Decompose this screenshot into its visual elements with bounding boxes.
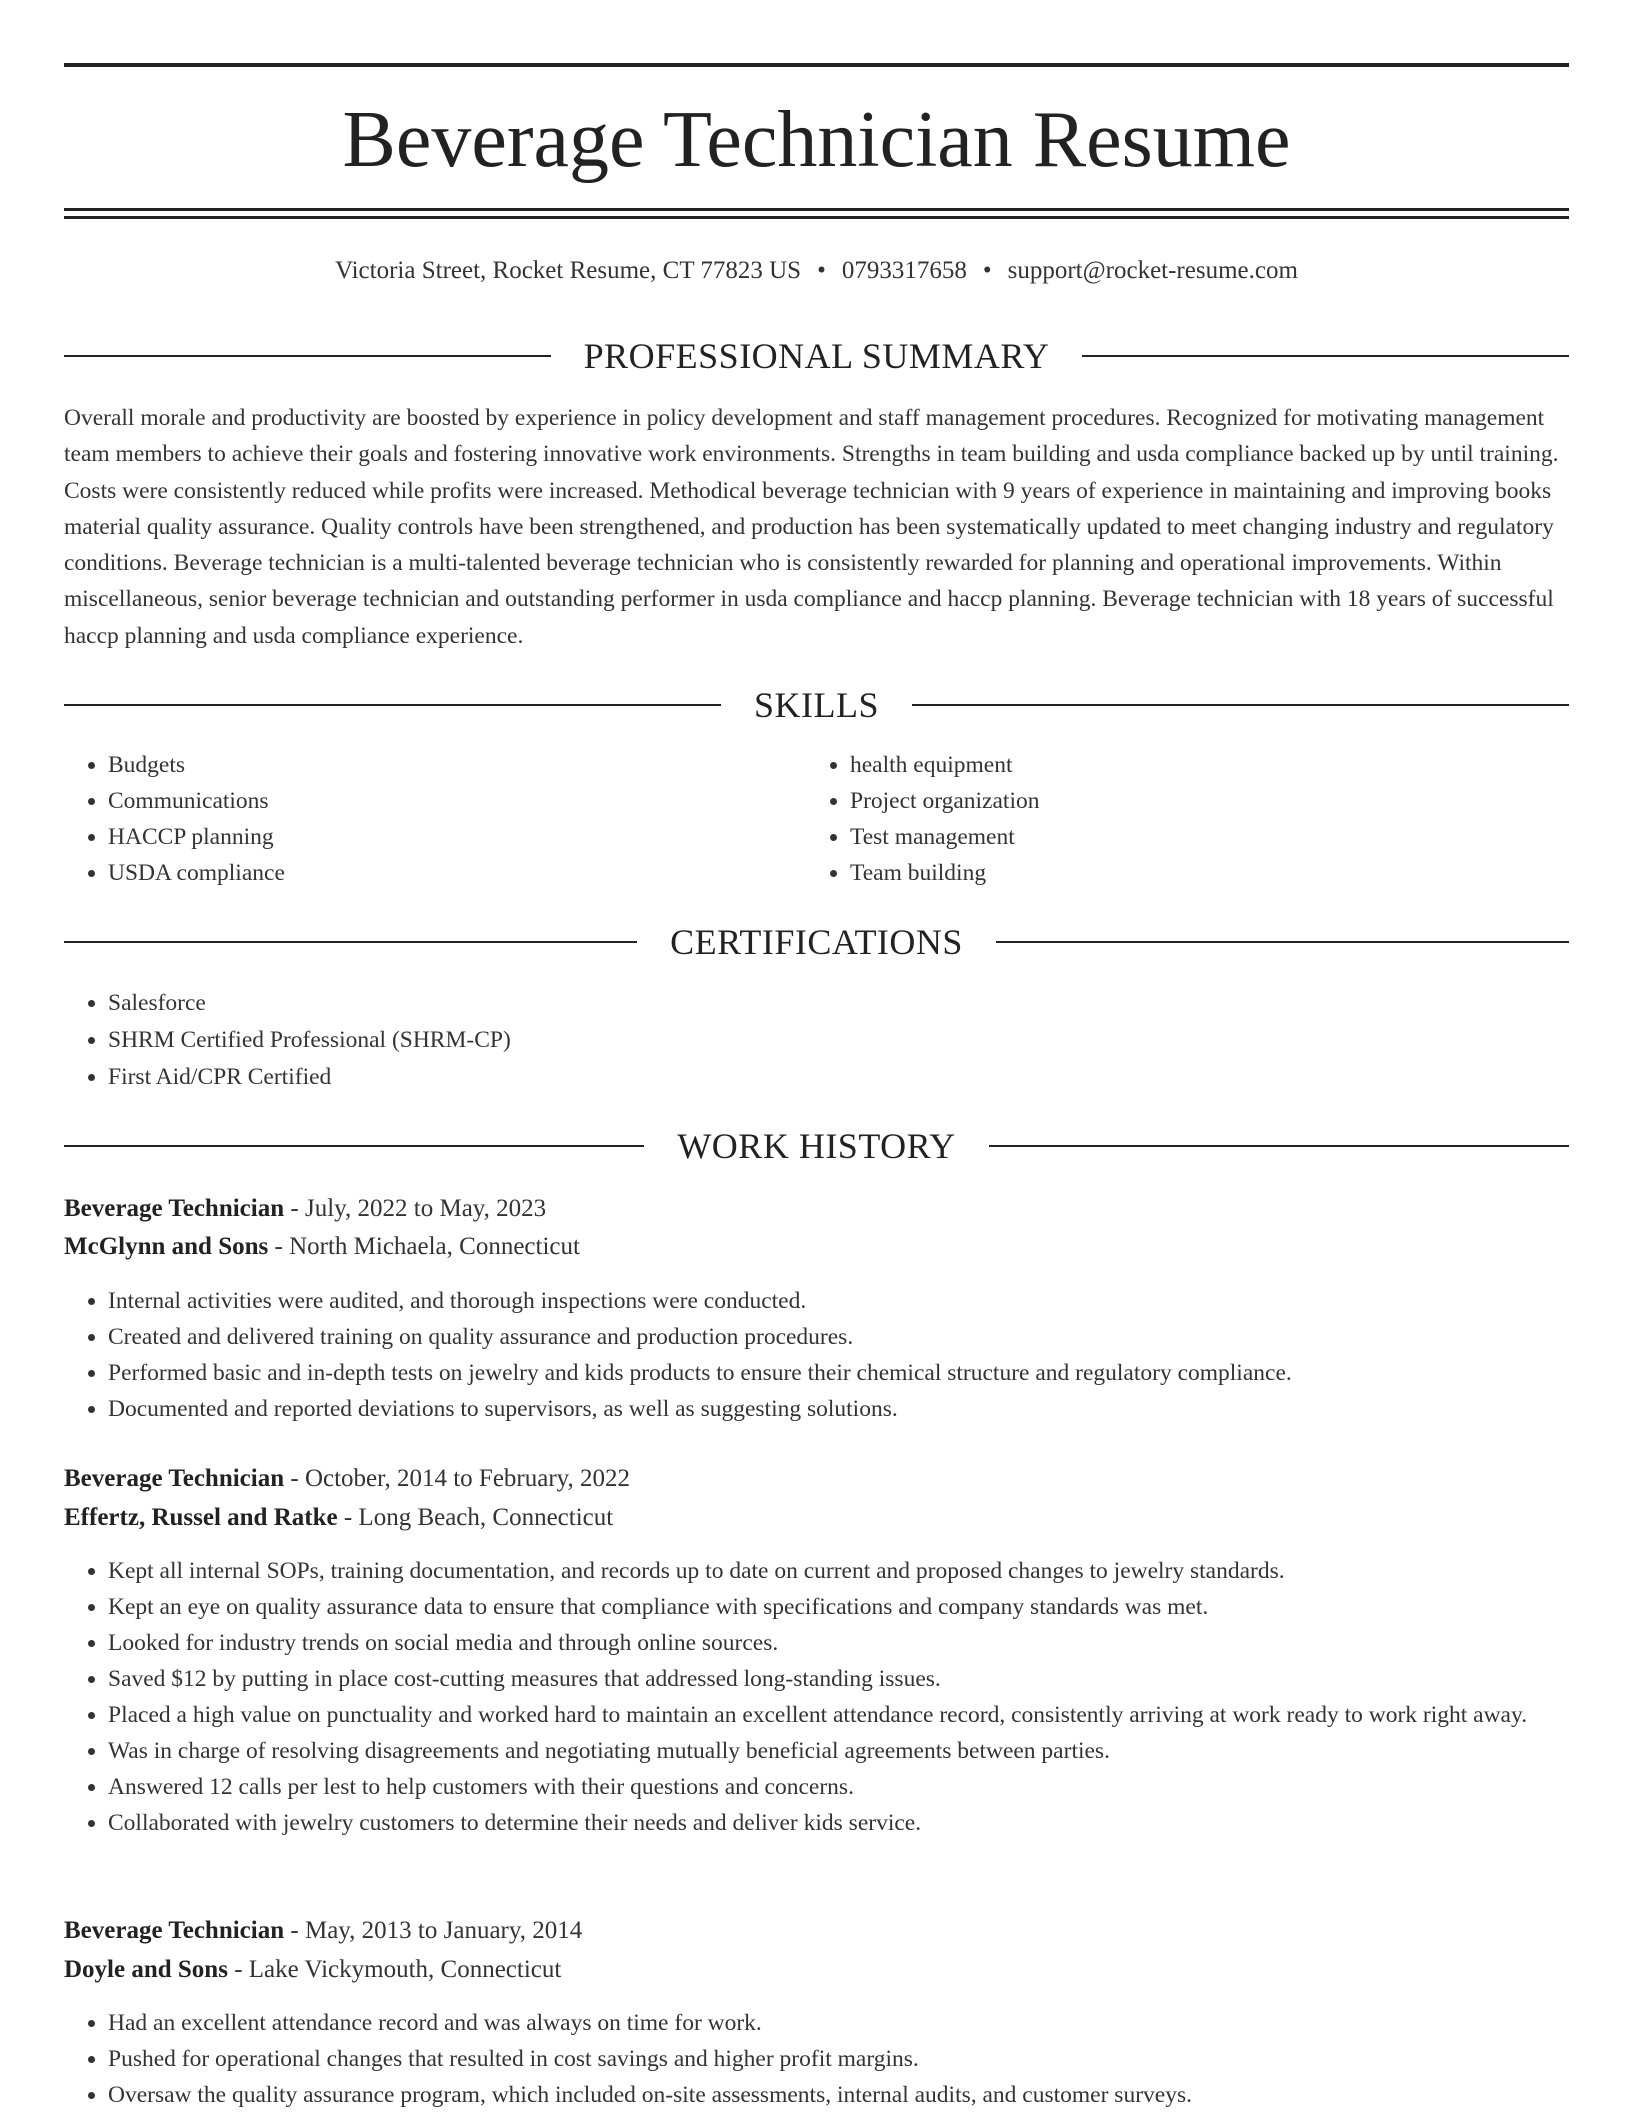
contact-separator: •: [817, 257, 826, 284]
list-item: • Team building: [850, 855, 1550, 891]
list-item: • USDA compliance: [108, 855, 808, 891]
certifications-heading: [64, 922, 1569, 962]
list-item: • health equipment: [850, 747, 1550, 783]
job-company-line: [64, 1952, 1569, 1988]
job-location: - Lake Vickymouth, Connecticut: [227, 1956, 562, 1983]
list-item: • Communications: [108, 783, 808, 819]
list-item: • Saved $12 by putting in place cost-cutting measures that addressed long-standing issues.: [108, 1661, 1608, 1697]
section-title: CERTIFICATIONS: [670, 922, 963, 962]
list-item: • Looked for industry trends on social media and through online sources.: [108, 1625, 1608, 1661]
skills-list-right: [806, 747, 1550, 891]
section-title: SKILLS: [754, 685, 880, 725]
certifications-list: [64, 985, 1568, 1096]
divider: [64, 355, 551, 357]
contact-address: Victoria Street, Rocket Resume, CT 77823 US: [335, 257, 802, 284]
contact-phone: 0793317658: [841, 257, 967, 284]
list-item: • Internal activities were audited, and thorough inspections were conducted.: [108, 1283, 1568, 1319]
job-location: - Long Beach, Connecticut: [337, 1504, 614, 1531]
list-item: • Answered 12 calls per lest to help customers with their questions and concerns.: [108, 1769, 1608, 1805]
summary-text: Overall morale and productivity are boosted by experience in policy development and staff management procedures. Recognized for motivating management team members to achieve their goals and fostering innovative work environments. Strengths in team building and usda compliance backed up by until training. Costs were consistently reduced while profits were increased. Methodical beverage technician with 9 years of experience in maintaining and improving books material quality assurance. Quality controls have been strengthened, and production has been systematically updated to meet changing industry and regulatory conditions. Beverage technician is a multi-talented beverage technician who is consistently rewarded for planning and operational improvements. Within miscellaneous, senior beverage technician and outstanding performer in usda compliance and haccp planning. Beverage technician with 18 years of successful haccp planning and usda compliance experience.: [64, 405, 1559, 649]
list-item: • Oversaw the quality assurance program, which included on-site assessments, internal audits, and customer surveys.: [108, 2077, 1568, 2113]
divider: [64, 941, 637, 943]
page-title: Beverage Technician Resume: [342, 96, 1291, 184]
job-bullets: [64, 2005, 1568, 2113]
list-item: • SHRM Certified Professional (SHRM-CP): [108, 1022, 1568, 1059]
job-dates: - July, 2022 to May, 2023: [284, 1195, 547, 1222]
skills-list-left: [64, 747, 808, 891]
divider: [996, 941, 1569, 943]
job-company: Doyle and Sons: [64, 1956, 228, 1983]
contact-separator: •: [982, 257, 992, 284]
job-company: McGlynn and Sons: [64, 1233, 269, 1260]
summary-heading: [64, 336, 1569, 376]
list-item: • Project organization: [850, 783, 1550, 819]
job-title: Beverage Technician: [64, 1465, 285, 1492]
divider: [989, 1145, 1569, 1147]
job-title-line: [64, 1191, 1569, 1227]
job-title: Beverage Technician: [64, 1917, 285, 1944]
list-item: • HACCP planning: [108, 819, 808, 855]
list-item: • Budgets: [108, 747, 808, 783]
list-item: • Was in charge of resolving disagreements and negotiating mutually beneficial agreements between parties.: [108, 1733, 1608, 1769]
top-rule: [64, 63, 1569, 67]
list-item: • Kept all internal SOPs, training documentation, and records up to date on current and proposed changes to jewelry standards.: [108, 1553, 1608, 1589]
title-double-rule-bottom: [64, 216, 1569, 219]
divider: [64, 1145, 644, 1147]
list-item: • Kept an eye on quality assurance data to ensure that compliance with specifications and company standards was met.: [108, 1589, 1608, 1625]
list-item: • Placed a high value on punctuality and worked hard to maintain an excellent attendance record, consistently arriving at work ready to work right away.: [108, 1697, 1608, 1733]
divider: [1082, 355, 1569, 357]
list-item: • Had an excellent attendance record and was always on time for work.: [108, 2005, 1568, 2041]
contact-line: [64, 255, 1569, 287]
job-location: - North Michaela, Connecticut: [268, 1233, 580, 1260]
divider: [912, 704, 1569, 706]
title-double-rule-top: [64, 208, 1569, 211]
job-title-line: [64, 1913, 1569, 1949]
list-item: • Documented and reported deviations to supervisors, as well as suggesting solutions.: [108, 1391, 1568, 1427]
list-item: • First Aid/CPR Certified: [108, 1059, 1568, 1096]
work-history-heading: [64, 1126, 1569, 1166]
job-title-line: [64, 1461, 1569, 1497]
job-dates: - October, 2014 to February, 2022: [284, 1465, 631, 1492]
list-item: • Test management: [850, 819, 1550, 855]
list-item: • Pushed for operational changes that resulted in cost savings and higher profit margins.: [108, 2041, 1568, 2077]
list-item: • Salesforce: [108, 985, 1568, 1022]
job-company-line: [64, 1500, 1569, 1536]
job-company: Effertz, Russel and Ratke: [64, 1504, 338, 1531]
job-dates: - May, 2013 to January, 2014: [284, 1917, 583, 1944]
section-title: PROFESSIONAL SUMMARY: [583, 336, 1050, 376]
job-title: Beverage Technician: [64, 1195, 285, 1222]
contact-email: support@rocket-resume.com: [1007, 257, 1298, 284]
section-title: WORK HISTORY: [677, 1126, 956, 1166]
divider: [64, 704, 721, 706]
list-item: • Created and delivered training on quality assurance and production procedures.: [108, 1319, 1568, 1355]
skills-heading: [64, 685, 1569, 725]
job-bullets: [64, 1553, 1608, 1841]
job-bullets: [64, 1283, 1568, 1427]
job-company-line: [64, 1229, 1569, 1265]
list-item: • Collaborated with jewelry customers to determine their needs and deliver kids service.: [108, 1805, 1608, 1841]
list-item: • Performed basic and in-depth tests on jewelry and kids products to ensure their chemical structure and regulatory compliance.: [108, 1355, 1568, 1391]
